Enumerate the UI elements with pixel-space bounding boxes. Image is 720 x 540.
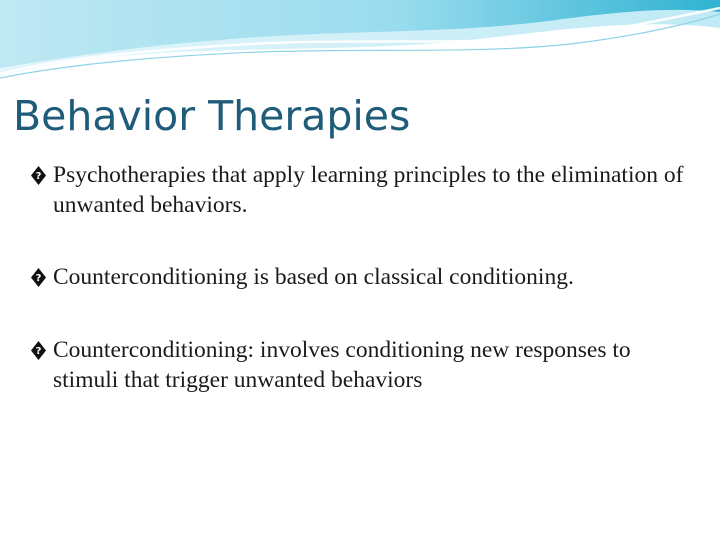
bullet-list <box>28 160 688 395</box>
bullet-item <box>28 160 688 220</box>
bullet-item <box>28 262 688 292</box>
slide-title: Behavior Therapies <box>13 92 411 140</box>
bullet-text: Psychotherapies that apply learning principles to the elimination of unwanted behaviors. <box>53 162 684 218</box>
missing-glyph-icon <box>30 340 47 361</box>
bullet-text: Counterconditioning: involves conditioning new responses to stimuli that trigger unwanted behaviors <box>53 337 631 393</box>
bullet-text: Counterconditioning is based on classical conditioning. <box>53 264 574 290</box>
missing-glyph-icon <box>30 165 47 186</box>
decorative-wave-header <box>0 0 720 90</box>
svg-text:?: ? <box>35 346 42 357</box>
missing-glyph-icon <box>30 267 47 288</box>
svg-text:?: ? <box>35 171 42 182</box>
svg-text:?: ? <box>35 273 42 284</box>
bullet-item <box>28 335 688 395</box>
